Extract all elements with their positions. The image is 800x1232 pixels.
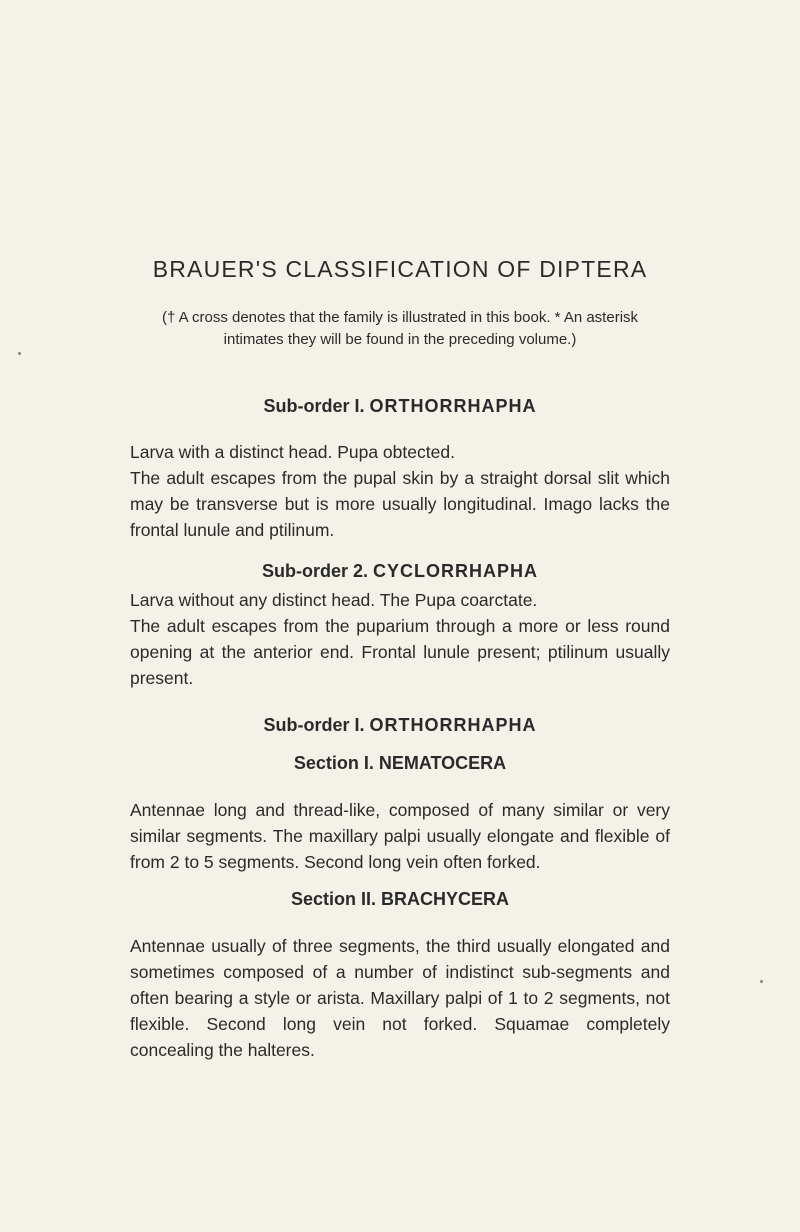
suborder-2-body: The adult escapes from the puparium through a more or less round opening at the anterior end. Frontal lunule present; ptilinum usually present. [130,616,670,688]
suborder-2-heading [0,561,800,582]
suborder-1-prefix: Sub-order I. [263,396,365,416]
suborder-1-first-line: Larva with a distinct head. Pupa obtected. [130,442,455,462]
suborder-1-description [130,439,670,543]
suborder-2-prefix: Sub-order 2. [261,561,368,581]
paper-speck [760,980,763,983]
section-1-description: Antennae long and thread-like, composed of many similar or very similar segments. The maxillary palpi usually elongate and flexible of from 2 to 5 segments. Second long vein often forked. [130,800,670,872]
page-title: BRAUER'S CLASSIFICATION OF DIPTERA [152,256,648,282]
suborder-2-first-line: Larva without any distinct head. The Pupa coarctate. [130,590,538,610]
suborder-1-heading [0,396,800,417]
suborder-1-repeat-name: ORTHORRHAPHA [369,715,537,735]
section-1-heading: Section I. NEMATOCERA [293,753,507,773]
suborder-1-repeat-heading [0,715,800,736]
suborder-1-repeat-prefix: Sub-order I. [263,715,365,735]
suborder-2-name: CYCLORRHAPHA [373,561,539,581]
paper-speck [18,352,21,355]
legend-note: († A cross denotes that the family is illustrated in this book. * An asterisk intimates they will be found in the preceding volume.) [161,309,639,348]
suborder-2-description [130,587,670,691]
suborder-1-body: The adult escapes from the pupal skin by a straight dorsal slit which may be transverse but is more usually longitudinal. Imago lacks the frontal lunule and ptilinum. [130,468,670,540]
section-2-heading: Section II. BRACHYCERA [290,889,510,909]
section-2-description: Antennae usually of three segments, the third usually elongated and sometimes composed of a number of indistinct sub-segments and often bearing a style or arista. Maxillary palpi of 1 to 2 segments, not flexible. Second long vein not forked. Squamae completely concealing the halteres. [130,936,670,1060]
suborder-1-name: ORTHORRHAPHA [369,396,537,416]
